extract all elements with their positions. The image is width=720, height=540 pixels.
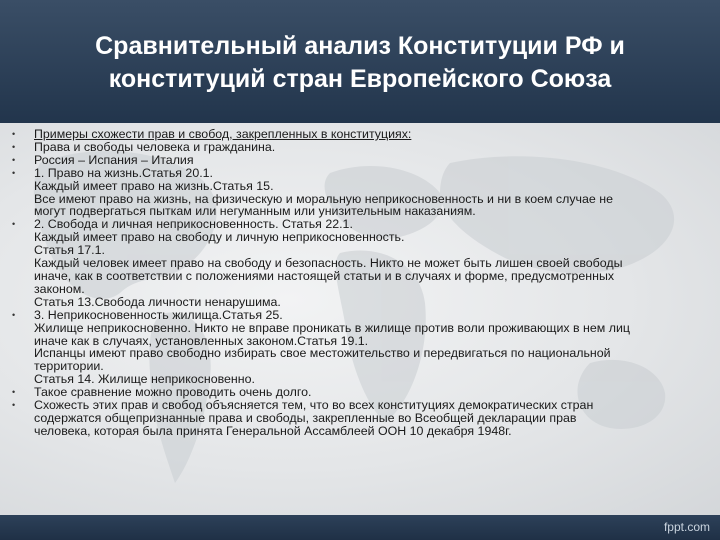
bullet-text: 1. Право на жизнь.Статья 20.1. bbox=[34, 165, 213, 180]
bullet-item bbox=[12, 399, 712, 438]
bullet-item bbox=[12, 167, 712, 219]
bullet-text: содержатся общепризнанные права и свободы, закрепленные во Всеобщей декларации прав bbox=[34, 410, 577, 425]
bullet-text: 3. Неприкосновенность жилища.Статья 25. bbox=[34, 307, 283, 322]
bullet-marker: • bbox=[12, 154, 16, 165]
title-line-2: конституций стран Европейского Союза bbox=[108, 65, 612, 93]
bullet-text: человека, которая была принята Генеральной Ассамблеей ООН 10 декабря 1948г. bbox=[34, 423, 512, 438]
bullet-marker: • bbox=[12, 219, 16, 230]
bullet-text: иначе как в случаях, установленных законом.Статья 19.1. bbox=[34, 333, 369, 348]
bullet-item bbox=[12, 218, 712, 308]
bullet-text: Статья 13.Свобода личности ненарушима. bbox=[34, 294, 281, 309]
bullet-item bbox=[12, 309, 712, 386]
bullet-text: Права и свободы человека и гражданина. bbox=[34, 139, 276, 154]
bullet-marker: • bbox=[12, 129, 16, 139]
slide-title bbox=[40, 30, 680, 96]
bullet-item bbox=[12, 128, 712, 141]
bullet-item bbox=[12, 154, 712, 167]
bullet-text: Примеры схожести прав и свобод, закрепленных в конституциях: bbox=[34, 127, 412, 141]
bullet-text: Россия – Испания – Италия bbox=[34, 152, 194, 167]
bullet-marker: • bbox=[12, 167, 16, 178]
bullet-text: 2. Свобода и личная неприкосновенность. Статья 22.1. bbox=[34, 217, 353, 232]
bullet-text: Испанцы имеют право свободно избирать свое местожительство и передвигаться по национальной bbox=[34, 346, 611, 361]
bullet-marker: • bbox=[12, 387, 16, 398]
bullet-text: могут подвергаться пыткам или негуманным или унизительным наказаниям. bbox=[34, 204, 476, 219]
bullet-text: Статья 17.1. bbox=[34, 243, 105, 258]
bullet-item bbox=[12, 141, 712, 154]
title-line-1: Сравнительный анализ Конституции РФ и bbox=[95, 32, 625, 60]
slide-content bbox=[12, 128, 712, 438]
bullet-text: Схожесть этих прав и свобод объясняется тем, что во всех конституциях демократических стран bbox=[34, 398, 594, 413]
bullet-text: Все имеют право на жизнь, на физическую и моральную неприкосновенность и ни в коем случае не bbox=[34, 191, 613, 206]
footer-brand: fppt.com bbox=[663, 520, 710, 534]
bullet-text: Статья 14. Жилище неприкосновенно. bbox=[34, 372, 255, 387]
bullet-text: Каждый имеет право на свободу и личную неприкосновенность. bbox=[34, 230, 405, 245]
bullet-marker: • bbox=[12, 400, 16, 411]
slide-header bbox=[0, 0, 720, 123]
bullet-marker: • bbox=[12, 309, 16, 320]
bullet-text: территории. bbox=[34, 359, 104, 374]
bullet-text: Такое сравнение можно проводить очень долго. bbox=[34, 385, 312, 400]
bullet-text: законом. bbox=[34, 281, 85, 296]
slide-footer bbox=[0, 515, 720, 540]
bullet-text: Каждый имеет право на жизнь.Статья 15. bbox=[34, 178, 274, 193]
bullet-text: Жилище неприкосновенно. Никто не вправе проникать в жилище против воли проживающих в нем лиц bbox=[34, 320, 630, 335]
bullet-text: иначе, как в соответствии с положениями настоящей статьи и в случаях и форме, предусмотренных bbox=[34, 268, 615, 283]
bullet-marker: • bbox=[12, 141, 16, 152]
bullet-text: Каждый человек имеет право на свободу и безопасность. Никто не может быть лишен своей свободы bbox=[34, 256, 623, 271]
